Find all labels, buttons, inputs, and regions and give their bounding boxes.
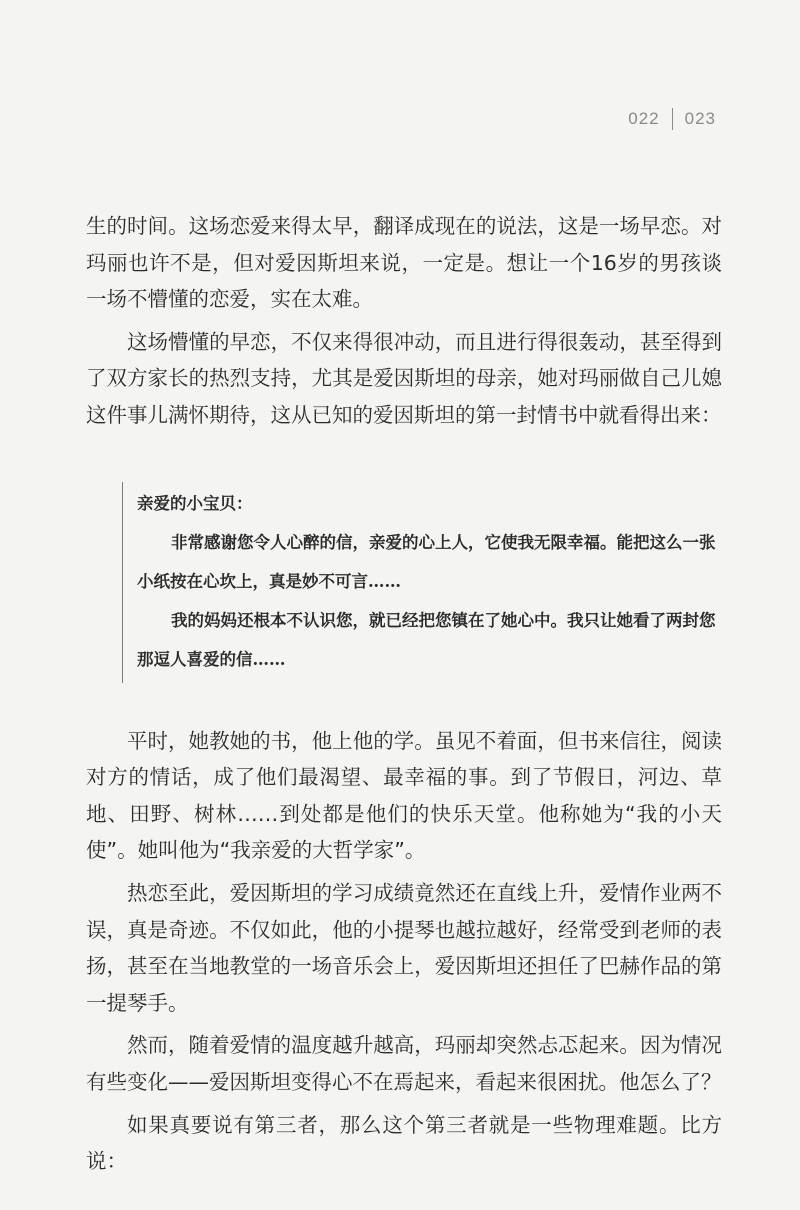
letter-line: 我的妈妈还根本不认识您，就已经把您镇在了她心中。我只让她看了两封您那逗人喜爱的信……: [137, 610, 716, 669]
page-number-divider: [672, 108, 673, 130]
paragraph: 平时，她教她的书，他上他的学。虽见不着面，但书来信往，阅读对方的情话，成了他们最渴望、最幸福的事。到了节假日，河边、草地、田野、树林……到处都是他们的快乐天堂。他称她为“我的小天使”。她叫他为“我亲爱的大哲学家”。: [86, 728, 722, 863]
letter-salutation: 亲爱的小宝贝：: [137, 493, 253, 513]
paragraph: 热恋至此，爱因斯坦的学习成绩竟然还在直线上升，爱情作业两不误，真是奇迹。不仅如此，他的小提琴也越拉越好，经常受到老师的表扬，甚至在当地教堂的一场音乐会上，爱因斯坦还担任了巴赫作品的第一提琴手。: [86, 880, 722, 1015]
paragraph: 然而，随着爱情的温度越升越高，玛丽却突然忐忑起来。因为情况有些变化——爱因斯坦变得心不在焉起来，看起来很困扰。他怎么了？: [86, 1033, 722, 1094]
letter-line: 非常感谢您令人心醉的信，亲爱的心上人，它使我无限幸福。能把这么一张小纸按在心坎上，真是妙不可言……: [137, 532, 716, 591]
paragraph: 生的时间。这场恋爱来得太早，翻译成现在的说法，这是一场早恋。对玛丽也许不是，但对爱因斯坦来说，一定是。想让一个16岁的男孩谈一场不懵懂的恋爱，实在太难。: [86, 214, 722, 312]
page-number-right: 023: [684, 109, 716, 128]
paragraph: 这场懵懂的早恋，不仅来得很冲动，而且进行得很轰动，甚至得到了双方家长的热烈支持，尤其是爱因斯坦的母亲，她对玛丽做自己儿媳这件事儿满怀期待，这从已知的爱因斯坦的第一封情书中就看得出来：: [86, 329, 722, 427]
paragraph: 如果真要说有第三者，那么这个第三者就是一些物理难题。比方说：: [86, 1112, 722, 1174]
page-number: [628, 108, 716, 130]
page-number-left: 022: [628, 109, 660, 128]
page-body: [86, 208, 722, 1180]
letter-quote: [122, 482, 722, 683]
